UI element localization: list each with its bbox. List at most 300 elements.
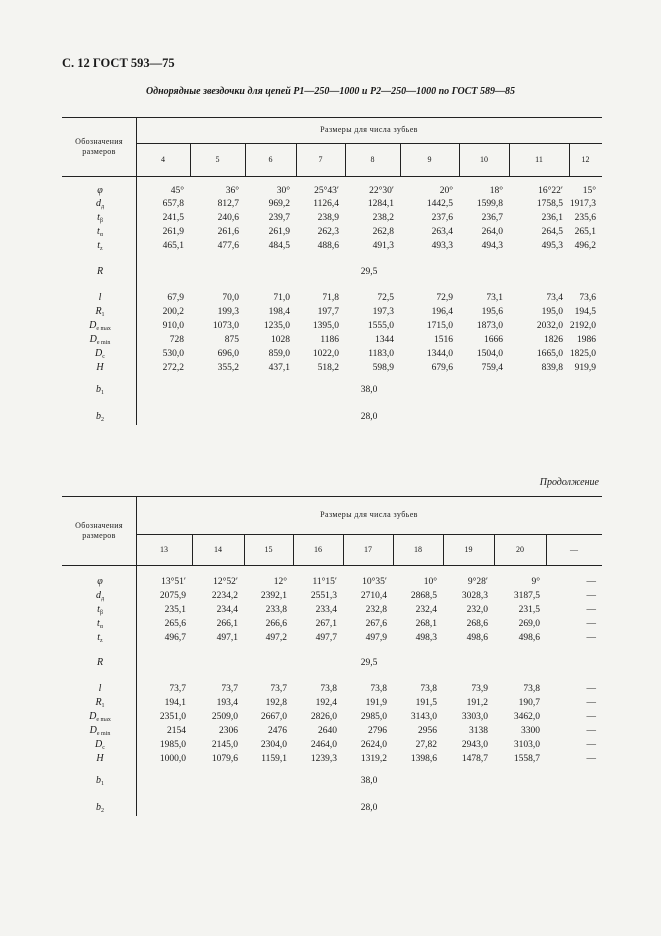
cell-r1: 195,0 [541, 307, 563, 317]
row-label-l [88, 292, 112, 303]
cell-t-beta: 233,8 [265, 605, 287, 615]
cell-t-z: 498,6 [466, 633, 488, 643]
cell-d-d: 2551,3 [310, 591, 337, 601]
row-label-t-alpha [88, 226, 112, 238]
cell-d-d: 2075,9 [159, 591, 186, 601]
cell-t-z: 496,2 [574, 241, 596, 251]
cell-l: 72,5 [377, 293, 394, 303]
cell-l: 70,0 [222, 293, 239, 303]
cell-dc: 1504,0 [476, 349, 503, 359]
cell-de-min: 2306 [219, 726, 238, 736]
row-subscript: α [99, 624, 103, 630]
row-subscript: β [99, 218, 103, 224]
cell-l: 73,8 [320, 684, 337, 694]
row-subscript: α [99, 232, 103, 238]
cell-h: 1319,2 [360, 754, 387, 764]
cell-d-d: 1126,4 [313, 199, 339, 209]
teeth-count-header: Размеры для числа зубьев [320, 125, 418, 134]
cell-t-alpha: 262,3 [317, 227, 339, 237]
cell-t-beta: 237,6 [431, 213, 453, 223]
cell-de-min: 1028 [271, 335, 290, 345]
cell-d-d: 1442,5 [426, 199, 453, 209]
cell-r1: 191,2 [466, 698, 488, 708]
cell-t-beta: — [586, 605, 596, 615]
cell-dc: 1825,0 [569, 349, 596, 359]
row-symbol: t [97, 226, 100, 237]
cell-de-min: 1186 [320, 335, 339, 345]
cell-dc: 3103,0 [513, 740, 540, 750]
table-rule [136, 143, 602, 144]
cell-d-d: 1758,5 [536, 199, 563, 209]
cell-phi: 18° [489, 186, 503, 196]
row-label-t-beta [88, 604, 112, 616]
cell-dc: 530,0 [162, 349, 184, 359]
cell-t-beta: 238,2 [372, 213, 394, 223]
cell-phi: 12° [273, 577, 287, 587]
designation-header-line: Обозначения [75, 136, 123, 146]
cell-t-beta: 232,8 [365, 605, 387, 615]
cell-d-d: 3028,3 [461, 591, 488, 601]
row-label-r [88, 657, 112, 668]
cell-l: 73,8 [420, 684, 437, 694]
row-label-dc [88, 348, 112, 360]
row-label-h [88, 362, 112, 373]
cell-dc: 2624,0 [360, 740, 387, 750]
dimensions-table [62, 496, 602, 816]
cell-l: 73,7 [169, 684, 186, 694]
row-label-t-z [88, 240, 112, 252]
designation-header [62, 137, 136, 157]
row-label-de-min [88, 334, 112, 346]
cell-d-d: 2710,4 [360, 591, 387, 601]
teeth-count-column: 17 [364, 544, 372, 554]
cell-t-z: 498,3 [415, 633, 437, 643]
teeth-count-column: 12 [581, 154, 590, 164]
cell-t-z: 493,3 [431, 241, 453, 251]
row-subscript: e min [96, 731, 111, 737]
cell-t-alpha: 265,6 [164, 619, 186, 629]
designation-header-line: Обозначения [75, 520, 123, 530]
row-subscript: e max [96, 326, 111, 332]
cell-r1: 198,4 [268, 307, 290, 317]
cell-h: 839,8 [541, 363, 563, 373]
row-symbol: R [95, 697, 102, 708]
teeth-count-column: 13 [160, 544, 168, 554]
row-symbol: φ [97, 185, 103, 196]
value-r: 29,5 [360, 267, 378, 277]
teeth-count-column: 19 [464, 544, 473, 554]
cell-h: 598,9 [372, 363, 394, 373]
row-subscript: e max [96, 717, 111, 723]
cell-de-min: 1516 [434, 335, 453, 345]
teeth-count-column: — [570, 544, 578, 554]
cell-de-max: 2032,0 [536, 321, 563, 331]
row-label-b2 [88, 411, 112, 423]
cell-phi: 22°30′ [369, 186, 394, 196]
cell-t-z: 497,2 [265, 633, 287, 643]
row-label-b2 [88, 802, 112, 814]
row-symbol: t [97, 604, 100, 615]
cell-de-max: 2985,0 [360, 712, 387, 722]
cell-l: 71,0 [273, 293, 290, 303]
cell-r1: 194,1 [164, 698, 186, 708]
cell-phi: 10° [423, 577, 437, 587]
cell-t-alpha: 261,9 [268, 227, 290, 237]
cell-h: 437,1 [268, 363, 290, 373]
row-symbol: b [96, 384, 101, 395]
cell-t-beta: 239,7 [268, 213, 290, 223]
cell-t-z: 494,3 [481, 241, 503, 251]
cell-dc: 696,0 [217, 349, 239, 359]
row-symbol: R [96, 657, 104, 668]
cell-r1: 191,5 [415, 698, 437, 708]
row-label-t-z [88, 632, 112, 644]
row-symbol: D [95, 739, 103, 750]
teeth-count-column: 5 [215, 154, 220, 164]
teeth-count-column: 4 [161, 154, 165, 164]
teeth-count-column: 14 [214, 544, 222, 554]
cell-t-alpha: 267,1 [315, 619, 337, 629]
cell-dc: 1022,0 [312, 349, 339, 359]
cell-de-min: 1344 [375, 335, 394, 345]
cell-phi: 20° [439, 186, 453, 196]
teeth-count-column: 8 [370, 154, 375, 164]
row-subscript: 1 [101, 781, 104, 787]
cell-d-d: 969,2 [268, 199, 290, 209]
cell-de-min: 1986 [577, 335, 596, 345]
cell-phi: 25°43′ [314, 186, 339, 196]
cell-t-beta: 240,6 [217, 213, 239, 223]
row-symbol: R [96, 266, 104, 277]
table-rule [62, 117, 602, 118]
cell-de-min: 1666 [484, 335, 503, 345]
designation-header [62, 521, 136, 541]
cell-h: — [586, 754, 596, 764]
cell-de-min: 728 [169, 335, 184, 345]
row-symbol: t [97, 212, 100, 223]
cell-t-alpha: 269,0 [518, 619, 540, 629]
cell-l: 73,8 [370, 684, 387, 694]
cell-de-min: 2640 [318, 726, 337, 736]
cell-h: 1398,6 [410, 754, 437, 764]
row-subscript: д [100, 204, 105, 210]
cell-phi: 30° [276, 186, 290, 196]
cell-h: 518,2 [317, 363, 339, 373]
cell-r1: 194,5 [574, 307, 596, 317]
cell-de-max: 3303,0 [461, 712, 488, 722]
cell-phi: 15° [582, 186, 596, 196]
cell-t-beta: 241,5 [162, 213, 184, 223]
cell-t-beta: 235,1 [164, 605, 186, 615]
cell-t-beta: 231,5 [518, 605, 540, 615]
cell-h: 1239,3 [310, 754, 337, 764]
cell-t-z: 497,9 [365, 633, 387, 643]
cell-dc: 859,0 [268, 349, 290, 359]
row-label-de-min [88, 725, 112, 737]
cell-de-max: 2509,0 [211, 712, 238, 722]
cell-t-z: 484,5 [268, 241, 290, 251]
teeth-count-column: 7 [318, 154, 323, 164]
cell-t-alpha: 266,1 [216, 619, 238, 629]
cell-dc: 1665,0 [536, 349, 563, 359]
cell-de-max: 3462,0 [513, 712, 540, 722]
cell-de-max: 1715,0 [426, 321, 453, 331]
cell-d-d: 2392,1 [260, 591, 287, 601]
cell-h: 759,4 [481, 363, 503, 373]
cell-de-min: 2956 [418, 726, 437, 736]
cell-l: — [586, 684, 596, 694]
cell-h: 355,2 [217, 363, 239, 373]
row-subscript: 2 [101, 808, 104, 814]
cell-dc: 2304,0 [260, 740, 287, 750]
cell-d-d: 3187,5 [513, 591, 540, 601]
cell-t-z: 496,7 [164, 633, 186, 643]
cell-r1: 193,4 [216, 698, 238, 708]
cell-t-alpha: 261,9 [162, 227, 184, 237]
teeth-count-column: 18 [414, 544, 422, 554]
cell-t-alpha: 268,1 [415, 619, 437, 629]
cell-t-z: 491,3 [372, 241, 394, 251]
row-symbol: t [97, 632, 101, 643]
cell-t-z: 497,7 [315, 633, 337, 643]
cell-phi: 11°15′ [312, 577, 337, 587]
teeth-count-column: 9 [427, 154, 432, 164]
teeth-count-column: 20 [516, 544, 524, 554]
row-label-b1 [88, 384, 112, 396]
cell-t-alpha: 265,1 [574, 227, 596, 237]
teeth-count-column: 11 [535, 154, 543, 164]
cell-de-max: 1395,0 [312, 321, 339, 331]
row-label-b1 [88, 775, 112, 787]
row-label-t-beta [88, 212, 112, 224]
row-label-l [88, 683, 112, 694]
row-label-r [88, 266, 112, 277]
row-label-phi [88, 576, 112, 587]
cell-l: 71,8 [322, 293, 339, 303]
cell-d-d: 1917,3 [569, 199, 596, 209]
row-symbol: l [98, 683, 102, 694]
row-symbol: l [98, 292, 102, 303]
cell-t-alpha: 266,6 [265, 619, 287, 629]
cell-phi: 13°51′ [161, 577, 186, 587]
cell-t-beta: 232,4 [415, 605, 437, 615]
cell-de-min: 2796 [368, 726, 387, 736]
continuation-label: Продолжение [539, 477, 599, 488]
cell-h: 1478,7 [461, 754, 488, 764]
cell-l: 73,7 [221, 684, 238, 694]
cell-t-alpha: 264,5 [541, 227, 563, 237]
cell-t-z: 495,3 [541, 241, 563, 251]
cell-dc: 2145,0 [211, 740, 238, 750]
cell-dc: — [586, 740, 596, 750]
cell-dc: 2464,0 [310, 740, 337, 750]
cell-r1: 192,4 [315, 698, 337, 708]
cell-phi: 10°35′ [362, 577, 387, 587]
row-subscript: 2 [101, 417, 104, 423]
teeth-count-column: 15 [264, 544, 273, 554]
row-symbol: D [89, 334, 97, 345]
cell-t-alpha: — [586, 619, 596, 629]
row-symbol: d [95, 590, 101, 601]
cell-h: 1079,6 [211, 754, 238, 764]
cell-l: 73,7 [270, 684, 287, 694]
cell-t-beta: 236,7 [481, 213, 503, 223]
cell-t-alpha: 263,4 [431, 227, 453, 237]
row-symbol: b [96, 775, 101, 786]
teeth-count-column: 6 [268, 154, 273, 164]
row-label-de-max [88, 320, 112, 332]
cell-de-min: 1826 [544, 335, 563, 345]
cell-r1: 196,4 [431, 307, 453, 317]
teeth-count-header: Размеры для числа зубьев [320, 510, 418, 519]
cell-h: 1000,0 [159, 754, 186, 764]
cell-t-z: 477,6 [217, 241, 239, 251]
cell-de-min: 3138 [469, 726, 488, 736]
row-subscript: 1 [101, 312, 105, 318]
cell-dc: 1344,0 [426, 349, 453, 359]
dimensions-table [62, 117, 602, 425]
table-rule [136, 534, 602, 535]
row-symbol: D [89, 320, 97, 331]
row-label-h [88, 753, 112, 764]
designation-header-line: размеров [82, 146, 116, 156]
row-label-d-d [88, 590, 112, 602]
cell-l: 73,6 [579, 293, 596, 303]
cell-t-z: — [586, 633, 596, 643]
cell-de-max: 2351,0 [159, 712, 186, 722]
cell-t-z: 497,1 [216, 633, 238, 643]
cell-de-max: 3143,0 [410, 712, 437, 722]
table-rule [62, 565, 602, 566]
cell-r1: 197,3 [372, 307, 394, 317]
cell-phi: — [586, 577, 596, 587]
cell-t-z: 465,1 [162, 241, 184, 251]
value-b1: 38,0 [360, 776, 378, 786]
cell-t-beta: 236,1 [541, 213, 563, 223]
cell-l: 73,1 [486, 293, 503, 303]
cell-t-alpha: 267,6 [365, 619, 387, 629]
value-r: 29,5 [360, 658, 378, 668]
cell-t-z: 498,6 [518, 633, 540, 643]
page-header: С. 12 ГОСТ 593—75 [62, 56, 175, 70]
cell-d-d: 2868,5 [410, 591, 437, 601]
cell-de-max: 2192,0 [569, 321, 596, 331]
row-subscript: e min [96, 340, 111, 346]
row-symbol: H [96, 753, 104, 764]
row-label-phi [88, 185, 112, 196]
row-symbol: d [95, 198, 101, 209]
cell-de-min: 3300 [521, 726, 540, 736]
cell-t-beta: 233,4 [315, 605, 337, 615]
row-subscript: 1 [101, 390, 104, 396]
cell-de-max: 1555,0 [367, 321, 394, 331]
row-symbol: D [89, 725, 97, 736]
row-subscript: д [100, 596, 105, 602]
cell-t-beta: 234,4 [216, 605, 238, 615]
cell-de-max: 1073,0 [212, 321, 239, 331]
cell-r1: 192,8 [265, 698, 287, 708]
cell-r1: — [586, 698, 596, 708]
row-symbol: t [97, 618, 100, 629]
cell-t-alpha: 264,0 [481, 227, 503, 237]
cell-dc: 1985,0 [159, 740, 186, 750]
cell-l: 73,4 [546, 293, 563, 303]
cell-dc: 2943,0 [461, 740, 488, 750]
cell-h: 1558,7 [513, 754, 540, 764]
cell-phi: 45° [170, 186, 184, 196]
cell-phi: 36° [225, 186, 239, 196]
cell-de-min: 2476 [268, 726, 287, 736]
cell-phi: 9° [531, 577, 540, 587]
cell-de-max: 1873,0 [476, 321, 503, 331]
teeth-count-column: 10 [480, 154, 488, 164]
cell-de-max: — [586, 712, 596, 722]
cell-t-beta: 238,9 [317, 213, 339, 223]
row-symbol: t [97, 240, 101, 251]
cell-t-alpha: 261,6 [217, 227, 239, 237]
cell-h: 919,9 [574, 363, 596, 373]
row-subscript: c [102, 354, 105, 360]
table-title: Однорядные звездочки для цепей Р1—250—1000 и Р2—250—1000 по ГОСТ 589—85 [145, 86, 516, 97]
cell-de-max: 2667,0 [260, 712, 287, 722]
cell-phi: 16°22′ [538, 186, 563, 196]
cell-l: 72,9 [436, 293, 453, 303]
cell-h: 1159,1 [261, 754, 287, 764]
cell-t-z: 488,6 [317, 241, 339, 251]
cell-d-d: 2234,2 [211, 591, 238, 601]
cell-phi: 9°28′ [467, 577, 488, 587]
cell-d-d: 812,7 [217, 199, 239, 209]
cell-r1: 195,6 [481, 307, 503, 317]
cell-r1: 191,9 [365, 698, 387, 708]
cell-r1: 190,7 [518, 698, 540, 708]
row-label-dc [88, 739, 112, 751]
row-symbol: b [96, 411, 101, 422]
row-subscript: z [100, 246, 103, 252]
cell-dc: 1183,0 [368, 349, 394, 359]
teeth-count-column: 16 [314, 544, 322, 554]
row-subscript: z [100, 638, 103, 644]
row-label-r1 [88, 306, 112, 318]
row-symbol: D [89, 711, 97, 722]
cell-dc: 27,82 [415, 740, 437, 750]
cell-de-max: 2826,0 [310, 712, 337, 722]
row-label-r1 [88, 697, 112, 709]
cell-de-min: — [586, 726, 596, 736]
row-symbol: D [95, 348, 103, 359]
row-symbol: φ [97, 576, 103, 587]
row-symbol: H [96, 362, 104, 373]
cell-r1: 199,3 [217, 307, 239, 317]
value-b1: 38,0 [360, 385, 378, 395]
cell-d-d: 1599,8 [476, 199, 503, 209]
cell-t-alpha: 268,6 [466, 619, 488, 629]
cell-de-min: 2154 [167, 726, 186, 736]
row-label-de-max [88, 711, 112, 723]
row-label-t-alpha [88, 618, 112, 630]
table-rule [62, 176, 602, 177]
value-b2: 28,0 [360, 803, 378, 813]
cell-l: 67,9 [167, 293, 184, 303]
cell-r1: 197,7 [317, 307, 339, 317]
cell-de-min: 875 [224, 335, 239, 345]
cell-h: 679,6 [431, 363, 453, 373]
cell-t-beta: 232,0 [466, 605, 488, 615]
cell-d-d: 1284,1 [367, 199, 394, 209]
cell-de-max: 1235,0 [263, 321, 290, 331]
cell-phi: 12°52′ [213, 577, 238, 587]
value-b2: 28,0 [360, 412, 378, 422]
